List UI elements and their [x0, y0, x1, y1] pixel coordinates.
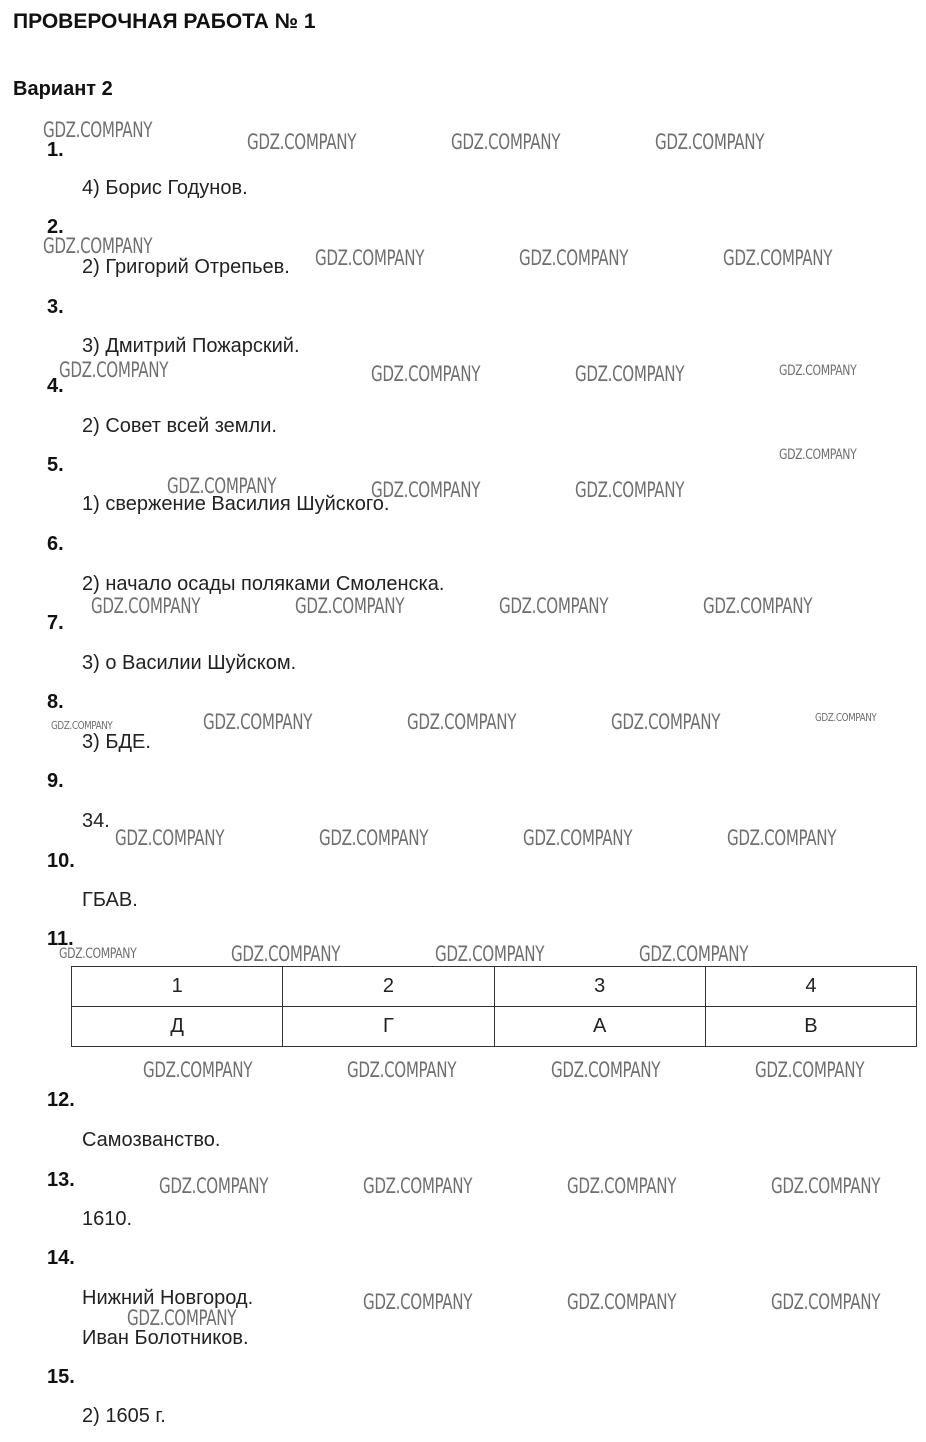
question-number-15: 15. — [47, 1366, 75, 1388]
watermark: GDZ.COMPANY — [59, 358, 169, 382]
question-number-14: 14. — [47, 1247, 75, 1269]
watermark: GDZ.COMPANY — [203, 710, 313, 734]
watermark: GDZ.COMPANY — [567, 1174, 677, 1198]
table-cell: А — [494, 1007, 705, 1047]
watermark: GDZ.COMPANY — [51, 719, 113, 732]
table-cell: В — [705, 1007, 916, 1047]
answer-13: 1610. — [82, 1208, 133, 1230]
watermark: GDZ.COMPANY — [779, 447, 857, 463]
watermark: GDZ.COMPANY — [771, 1174, 881, 1198]
answer-1: 4) Борис Годунов. — [82, 177, 248, 199]
watermark: GDZ.COMPANY — [611, 710, 721, 734]
watermark: GDZ.COMPANY — [755, 1058, 865, 1082]
watermark: GDZ.COMPANY — [43, 234, 153, 258]
question-number-1: 1. — [47, 139, 64, 161]
watermark: GDZ.COMPANY — [115, 826, 225, 850]
watermark: GDZ.COMPANY — [519, 246, 629, 270]
watermark: GDZ.COMPANY — [551, 1058, 661, 1082]
watermark: GDZ.COMPANY — [319, 826, 429, 850]
matching-table — [71, 966, 917, 1047]
table-row — [72, 1007, 917, 1047]
table-cell: Д — [72, 1007, 283, 1047]
answer-5: 1) свержение Василия Шуйского. — [82, 493, 390, 515]
answer-4: 2) Совет всей земли. — [82, 415, 277, 437]
table-cell: Г — [283, 1007, 494, 1047]
question-number-7: 7. — [47, 612, 64, 634]
watermark: GDZ.COMPANY — [363, 1290, 473, 1314]
question-number-2: 2. — [47, 216, 64, 238]
watermark: GDZ.COMPANY — [407, 710, 517, 734]
question-number-6: 6. — [47, 533, 64, 555]
answer-6: 2) начало осады поляками Смоленска. — [82, 573, 445, 595]
table-row — [72, 967, 917, 1007]
watermark: GDZ.COMPANY — [771, 1290, 881, 1314]
question-number-5: 5. — [47, 454, 64, 476]
watermark: GDZ.COMPANY — [575, 362, 685, 386]
watermark: GDZ.COMPANY — [499, 594, 609, 618]
watermark: GDZ.COMPANY — [347, 1058, 457, 1082]
watermark: GDZ.COMPANY — [167, 474, 277, 498]
watermark: GDZ.COMPANY — [91, 594, 201, 618]
watermark: GDZ.COMPANY — [127, 1306, 237, 1330]
watermark: GDZ.COMPANY — [371, 362, 481, 386]
watermark: GDZ.COMPANY — [59, 946, 137, 962]
answer-2: 2) Григорий Отрепьев. — [82, 256, 290, 278]
watermark: GDZ.COMPANY — [723, 246, 833, 270]
answer-9: 34. — [82, 810, 110, 832]
watermark: GDZ.COMPANY — [363, 1174, 473, 1198]
watermark: GDZ.COMPANY — [655, 130, 765, 154]
watermark: GDZ.COMPANY — [567, 1290, 677, 1314]
table-cell: 3 — [494, 967, 705, 1007]
answer-14-city: Нижний Новгород. — [82, 1287, 254, 1309]
watermark: GDZ.COMPANY — [295, 594, 405, 618]
watermark: GDZ.COMPANY — [575, 478, 685, 502]
answer-15: 2) 1605 г. — [82, 1405, 166, 1427]
watermark: GDZ.COMPANY — [143, 1058, 253, 1082]
watermark: GDZ.COMPANY — [247, 130, 357, 154]
question-number-13: 13. — [47, 1169, 75, 1191]
watermark: GDZ.COMPANY — [435, 942, 545, 966]
watermark: GDZ.COMPANY — [523, 826, 633, 850]
watermark: GDZ.COMPANY — [703, 594, 813, 618]
question-number-9: 9. — [47, 770, 64, 792]
table-cell: 4 — [705, 967, 916, 1007]
question-number-4: 4. — [47, 375, 64, 397]
watermark: GDZ.COMPANY — [779, 363, 857, 379]
watermark: GDZ.COMPANY — [639, 942, 749, 966]
watermark: GDZ.COMPANY — [43, 118, 153, 142]
variant-heading: Вариант 2 — [13, 78, 113, 100]
watermark: GDZ.COMPANY — [815, 711, 877, 724]
answer-10: ГБАВ. — [82, 889, 138, 911]
question-number-12: 12. — [47, 1089, 75, 1111]
question-number-11: 11. — [47, 928, 74, 950]
watermark: GDZ.COMPANY — [159, 1174, 269, 1198]
watermark: GDZ.COMPANY — [451, 130, 561, 154]
table-cell: 1 — [72, 967, 283, 1007]
table-cell: 2 — [283, 967, 494, 1007]
answer-8: 3) БДЕ. — [82, 731, 151, 753]
question-number-3: 3. — [47, 296, 64, 318]
question-number-8: 8. — [47, 691, 64, 713]
answer-12: Самозванство. — [82, 1129, 221, 1151]
answer-3: 3) Дмитрий Пожарский. — [82, 335, 300, 357]
watermark: GDZ.COMPANY — [371, 478, 481, 502]
watermark: GDZ.COMPANY — [315, 246, 425, 270]
page-title: ПРОВЕРОЧНАЯ РАБОТА № 1 — [13, 10, 316, 33]
question-number-10: 10. — [47, 850, 75, 872]
watermark: GDZ.COMPANY — [727, 826, 837, 850]
answer-14-person: Иван Болотников. — [82, 1327, 249, 1349]
watermark: GDZ.COMPANY — [231, 942, 341, 966]
answer-7: 3) о Василии Шуйском. — [82, 652, 297, 674]
